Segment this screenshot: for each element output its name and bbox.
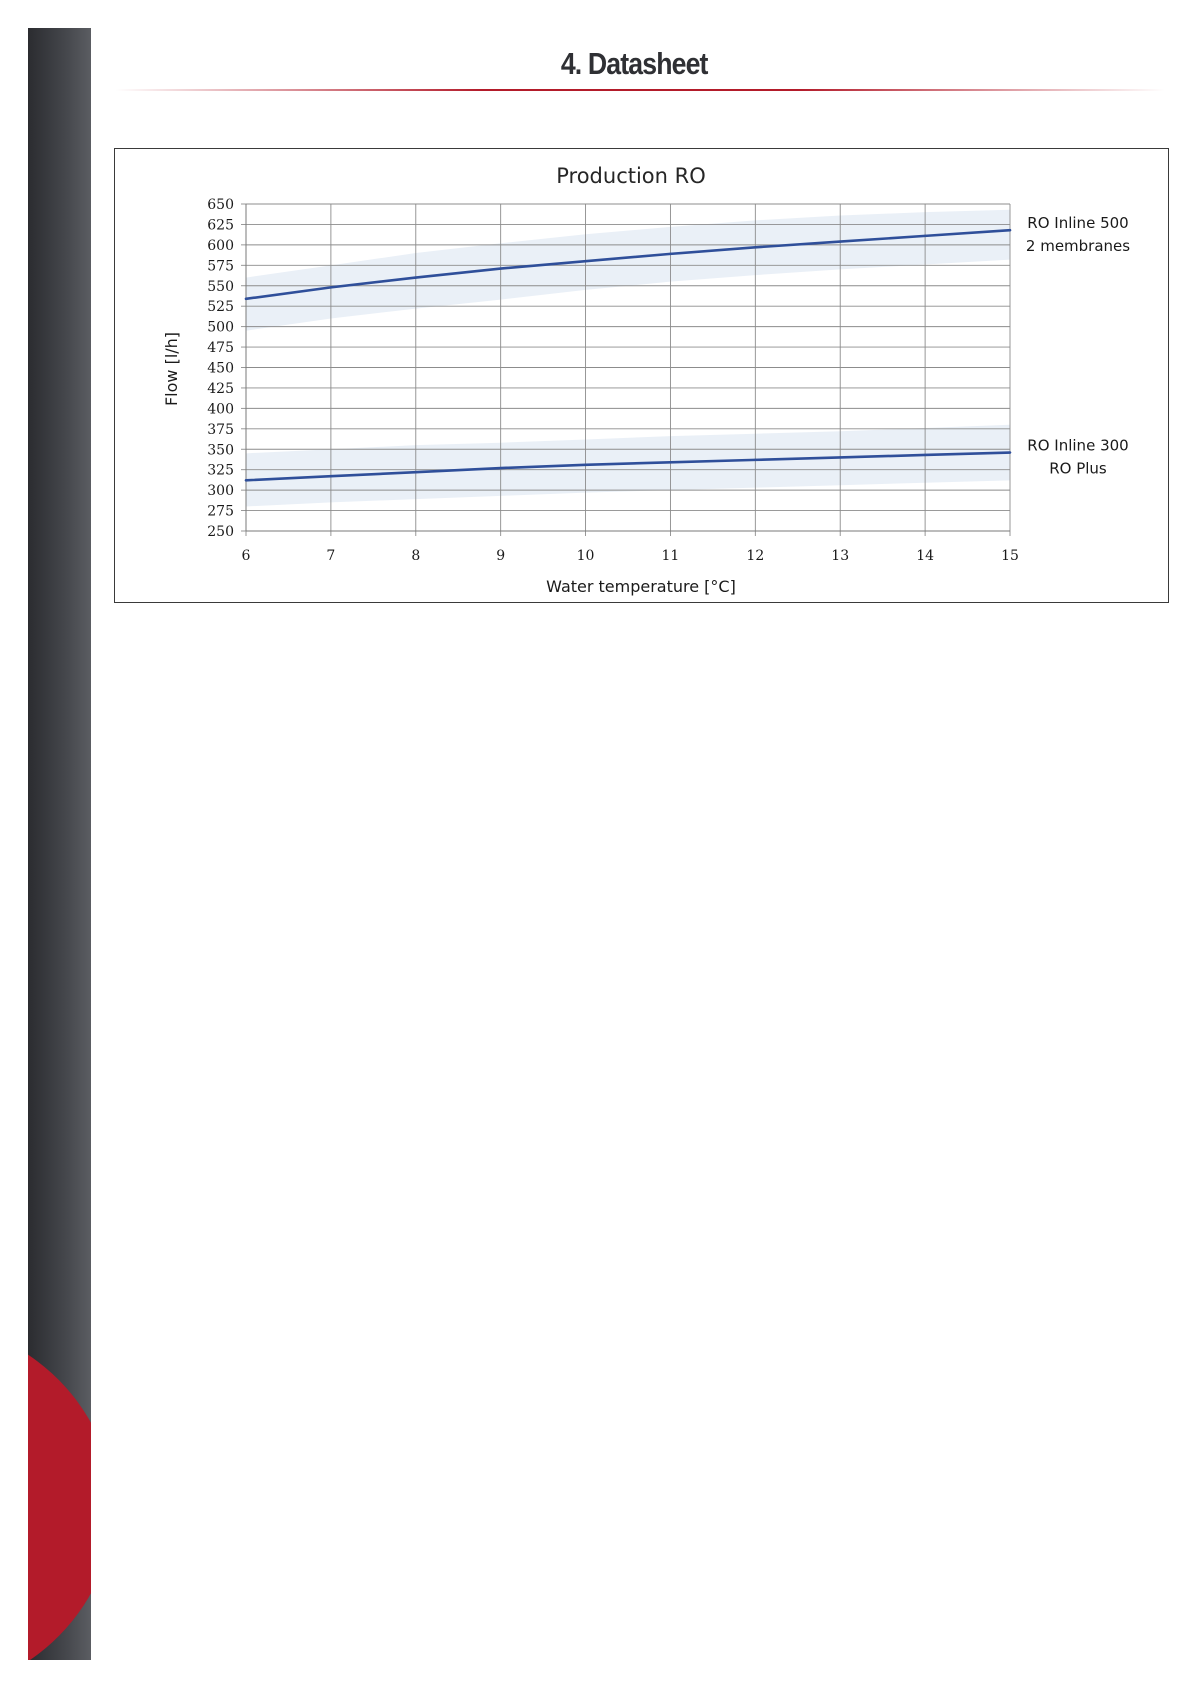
y-tick-label: 600: [207, 237, 234, 254]
data-point: [330, 286, 332, 288]
x-tick-label: 13: [831, 548, 850, 564]
x-tick-label: 8: [411, 548, 421, 564]
chart-title: Production RO: [556, 164, 706, 188]
side-bar: [28, 28, 91, 1660]
x-tick-label: 14: [916, 548, 935, 564]
series-label-2-line1: RO Inline 300: [1027, 436, 1129, 455]
data-point: [330, 475, 332, 477]
y-tick-label: 325: [207, 462, 234, 479]
series-label-1-line1: RO Inline 500: [1027, 214, 1129, 233]
chart-frame: [114, 148, 1169, 603]
data-point: [669, 253, 671, 255]
data-point: [669, 461, 671, 463]
y-tick-label: 450: [207, 360, 234, 377]
data-point: [1009, 229, 1011, 231]
y-tick-labels: [207, 197, 234, 540]
y-tick-label: 300: [207, 483, 234, 500]
y-tick-label: 350: [207, 442, 234, 459]
side-decoration-arc: [28, 1318, 91, 1660]
series-labels: [1026, 214, 1130, 477]
data-point: [1009, 451, 1011, 453]
y-tick-label: 625: [207, 217, 234, 234]
y-tick-label: 375: [207, 421, 234, 438]
data-point: [924, 235, 926, 237]
title-rule: [115, 89, 1165, 91]
data-point: [245, 479, 247, 481]
x-tick-label: 10: [576, 548, 595, 564]
y-axis-label: Flow [l/h]: [162, 331, 181, 407]
data-point: [584, 260, 586, 262]
y-tick-label: 425: [207, 380, 234, 397]
data-point: [245, 298, 247, 300]
x-axis-label: Water temperature [°C]: [546, 577, 736, 596]
production-ro-chart: [115, 149, 1168, 602]
series-label-1-line2: 2 membranes: [1025, 237, 1131, 256]
data-point: [415, 276, 417, 278]
tolerance-band-2: [246, 425, 1010, 507]
data-point: [415, 471, 417, 473]
y-tick-label: 650: [207, 197, 234, 213]
x-tick-label: 7: [326, 548, 336, 564]
x-tick-label: 15: [1001, 548, 1019, 564]
y-tick-label: 500: [207, 319, 234, 336]
y-tick-label: 275: [207, 503, 234, 520]
data-point: [839, 456, 841, 458]
tolerance-bands: [246, 210, 1010, 507]
x-tick-label: 11: [661, 548, 680, 564]
y-tick-label: 475: [207, 340, 234, 357]
data-point: [839, 240, 841, 242]
x-tick-label: 9: [496, 548, 506, 564]
y-tick-label: 550: [207, 278, 234, 295]
x-tick-label: 6: [241, 548, 251, 564]
data-point: [754, 459, 756, 461]
y-tick-label: 400: [207, 401, 234, 418]
section-title: 4. Datasheet: [560, 46, 708, 81]
y-tick-label: 250: [207, 524, 234, 540]
data-point: [499, 267, 501, 269]
data-point: [584, 464, 586, 466]
data-point: [499, 467, 501, 469]
y-tick-label: 575: [207, 258, 234, 275]
series-label-2-line2: RO Plus: [1049, 459, 1107, 478]
data-point: [754, 246, 756, 248]
tolerance-band-1: [246, 210, 1010, 331]
y-tick-label: 525: [207, 299, 234, 316]
x-tick-label: 12: [746, 548, 765, 564]
data-point: [924, 454, 926, 456]
x-tick-labels: [242, 548, 1019, 564]
